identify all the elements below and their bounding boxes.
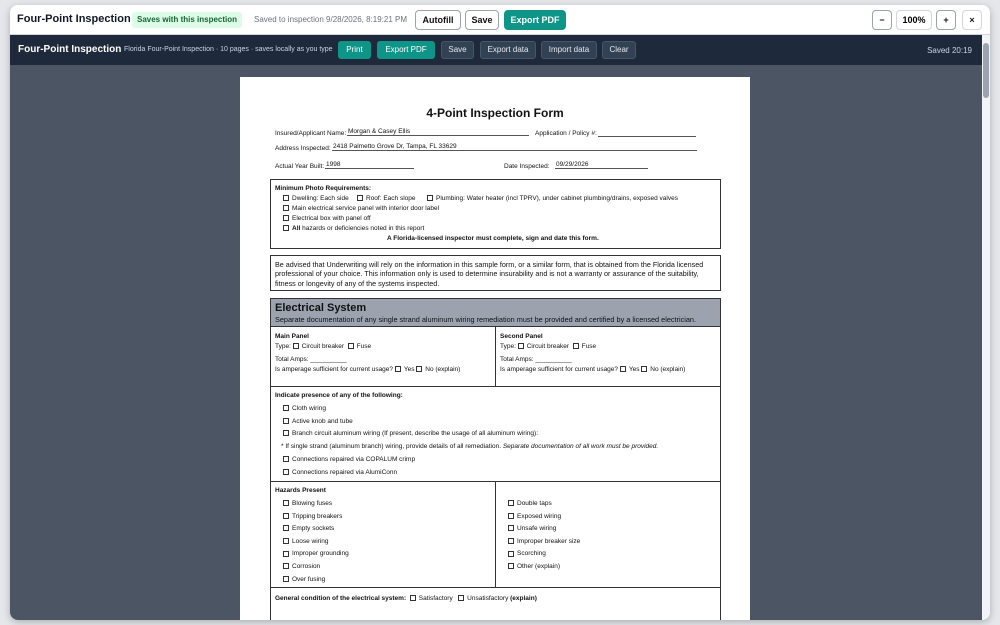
photo-heading: Minimum Photo Requirements: xyxy=(275,185,372,192)
general-label: General condition of the electrical system: xyxy=(275,595,407,602)
hazard-label: Tripping breakers xyxy=(292,512,343,520)
checkbox[interactable] xyxy=(508,551,514,557)
document-viewer[interactable] xyxy=(10,65,982,620)
sufficient-label: Is amperage sufficient for current usage? xyxy=(500,366,619,373)
yes-label: Yes xyxy=(628,366,640,373)
date-field[interactable]: 09/29/2026 xyxy=(555,161,648,169)
single-note-italic: Separate documentation of all work must be provided. xyxy=(502,443,659,450)
hazards-section xyxy=(271,482,720,588)
photo-dwelling-label: Dwelling: Each side xyxy=(292,195,349,202)
checkbox[interactable] xyxy=(508,538,514,544)
checkbox[interactable] xyxy=(427,195,433,201)
branch-aluminum[interactable] xyxy=(283,430,538,437)
saved-timestamp: Saved to inspection 9/28/2026, 8:19:21 PM xyxy=(254,15,407,24)
export-data-button[interactable]: Export data xyxy=(480,41,536,59)
app-header xyxy=(10,35,990,65)
checkbox[interactable] xyxy=(410,595,416,601)
panel-divider xyxy=(495,327,496,387)
main-total-amps[interactable]: Total Amps: __________ xyxy=(275,356,347,363)
electrical-section xyxy=(270,298,721,620)
checkbox[interactable] xyxy=(641,366,647,372)
hazard-label: Improper grounding xyxy=(292,550,349,558)
main-panel-heading: Main Panel xyxy=(275,333,309,340)
breaker-label: Circuit breaker xyxy=(526,343,569,350)
zoom-out-button[interactable]: − xyxy=(872,10,892,30)
presence-heading: Indicate presence of any of the following: xyxy=(275,392,403,399)
hazard-label: Over fusing xyxy=(292,575,326,583)
checkbox[interactable] xyxy=(283,551,289,557)
electrical-heading: Electrical System xyxy=(275,302,367,314)
photo-box[interactable] xyxy=(283,215,371,222)
hazard-item[interactable] xyxy=(283,563,320,570)
checkbox[interactable] xyxy=(508,513,514,519)
satisfactory-label: Satisfactory xyxy=(418,595,453,602)
alumiconn-label: Connections repaired via AlumiConn xyxy=(292,469,398,476)
photo-all-bold: All xyxy=(292,225,301,232)
photo-panel-label: Main electrical service panel with interior door label xyxy=(292,205,440,212)
alumiconn[interactable] xyxy=(283,469,397,476)
hazards-divider xyxy=(495,482,496,588)
checkbox[interactable] xyxy=(283,195,289,201)
hazard-label: Corrosion xyxy=(292,563,321,570)
panels-row xyxy=(271,327,720,387)
general-condition xyxy=(275,595,537,602)
knob-tube[interactable] xyxy=(283,418,353,425)
knob-label: Active knob and tube xyxy=(292,418,353,425)
app-title: Four-Point Inspection xyxy=(18,44,122,55)
import-data-button[interactable]: Import data xyxy=(541,41,597,59)
checkbox[interactable] xyxy=(283,525,289,531)
hazard-label: Loose wiring xyxy=(292,537,329,545)
advised-box: Be advised that Underwriting will rely on the information in this sample form, or a similar form, that is obtained from the Florida licensed professional of your choice. This information only is used to determine insurability and is not a warranty or assurance of the suitability, fitness or longevity of any of the systems inspected. xyxy=(270,255,721,291)
hazard-label: Blowing fuses xyxy=(292,500,333,507)
photo-roof-label: Roof: Each slope xyxy=(366,195,416,202)
hazard-item[interactable] xyxy=(508,563,560,570)
presence-section xyxy=(271,387,720,482)
fuse-label: Fuse xyxy=(356,343,372,350)
save-status-badge: Saves with this inspection xyxy=(132,12,242,28)
photo-panel[interactable] xyxy=(283,205,439,212)
checkbox[interactable] xyxy=(283,418,289,424)
checkbox[interactable] xyxy=(283,513,289,519)
checkbox[interactable] xyxy=(283,576,289,582)
zoom-level: 100% xyxy=(896,10,932,30)
photo-plumbing[interactable] xyxy=(427,195,678,202)
hazard-label: Exposed wiring xyxy=(517,512,562,520)
photo-all[interactable] xyxy=(283,225,424,232)
app-save-button[interactable]: Save xyxy=(441,41,474,59)
second-panel-type xyxy=(500,343,596,350)
checkbox[interactable] xyxy=(518,343,524,349)
checkbox[interactable] xyxy=(283,469,289,475)
cloth-wiring[interactable] xyxy=(283,405,326,412)
app-export-pdf-button[interactable]: Export PDF xyxy=(377,41,435,59)
checkbox[interactable] xyxy=(283,225,289,231)
checkbox[interactable] xyxy=(508,525,514,531)
address-field[interactable]: 2418 Palmetto Grove Dr, Tampa, FL 33629 xyxy=(332,143,697,151)
checkbox[interactable] xyxy=(620,366,626,372)
hazards-heading: Hazards Present xyxy=(275,487,326,494)
hazard-label: Other (explain) xyxy=(517,563,560,570)
scrollbar-thumb[interactable] xyxy=(983,43,989,98)
hazard-item[interactable] xyxy=(508,538,580,545)
checkbox[interactable] xyxy=(283,430,289,436)
form-page xyxy=(240,77,750,620)
zoom-in-button[interactable]: + xyxy=(936,10,956,30)
unsatisfactory-label: Unsatisfactory xyxy=(467,595,509,602)
breaker-label: Circuit breaker xyxy=(301,343,344,350)
sufficient-label: Is amperage sufficient for current usage? xyxy=(275,366,394,373)
checkbox[interactable] xyxy=(458,595,464,601)
single-note-text: * If single strand (aluminum branch) wiring, provide details of all remediation. xyxy=(281,443,502,450)
window-title: Four-Point Inspection xyxy=(17,13,131,25)
app-saved-status: Saved 20:19 xyxy=(927,46,972,55)
checkbox[interactable] xyxy=(416,366,422,372)
checkbox[interactable] xyxy=(395,366,401,372)
checkbox[interactable] xyxy=(357,195,363,201)
checkbox[interactable] xyxy=(283,500,289,506)
hazard-item[interactable] xyxy=(283,576,325,583)
second-total-amps[interactable]: Total Amps: __________ xyxy=(500,356,572,363)
year-field[interactable]: 1998 xyxy=(325,161,414,169)
no-label: No (explain) xyxy=(425,366,461,373)
checkbox[interactable] xyxy=(348,343,354,349)
app-subtitle: Florida Four-Point Inspection · 10 pages · saves locally as you type xyxy=(124,46,333,53)
fuse-label: Fuse xyxy=(581,343,597,350)
policy-label: Application / Policy #: xyxy=(535,130,597,137)
copalum[interactable] xyxy=(283,456,415,463)
yes-label: Yes xyxy=(403,366,415,373)
checkbox[interactable] xyxy=(293,343,299,349)
hazard-item[interactable] xyxy=(283,500,332,507)
checkbox[interactable] xyxy=(283,215,289,221)
hazard-item[interactable] xyxy=(508,525,556,532)
form-title: 4-Point Inspection Form xyxy=(426,106,564,120)
address-label: Address Inspected: xyxy=(275,145,331,152)
checkbox[interactable] xyxy=(508,563,514,569)
checkbox[interactable] xyxy=(283,538,289,544)
photo-requirements-box xyxy=(270,179,721,249)
scrollbar[interactable] xyxy=(982,35,990,620)
hazard-item[interactable] xyxy=(508,513,561,520)
photo-roof[interactable] xyxy=(357,195,416,202)
hazard-label: Unsafe wiring xyxy=(517,525,557,533)
hazard-item[interactable] xyxy=(283,513,342,520)
hazard-label: Scorching xyxy=(517,550,546,558)
copalum-label: Connections repaired via COPALUM crimp xyxy=(292,456,416,463)
electrical-header xyxy=(271,299,720,327)
second-sufficient xyxy=(500,366,685,373)
insured-label: Insured/Applicant Name: xyxy=(275,130,347,137)
photo-dwelling[interactable] xyxy=(283,195,349,202)
hazard-label: Double taps xyxy=(517,500,552,507)
save-button[interactable]: Save xyxy=(465,10,499,30)
type-label: Type: xyxy=(500,343,516,350)
checkbox[interactable] xyxy=(573,343,579,349)
checkbox[interactable] xyxy=(283,563,289,569)
checkbox[interactable] xyxy=(283,405,289,411)
main-panel-type xyxy=(275,343,371,350)
second-panel-heading: Second Panel xyxy=(500,333,543,340)
branch-label: Branch circuit aluminum wiring (If present, describe the usage of all aluminum wiring): xyxy=(292,430,539,437)
hazard-item[interactable] xyxy=(283,538,329,545)
print-button[interactable]: Print xyxy=(338,41,371,59)
hazard-label: Improper breaker size xyxy=(517,537,581,545)
hazard-label: Empty sockets xyxy=(292,525,335,533)
hazard-item[interactable] xyxy=(508,550,546,557)
insured-field[interactable]: Morgan & Casey Ellis xyxy=(347,128,529,136)
licensed-note: A Florida-licensed inspector must complete, sign and date this form. xyxy=(387,235,599,242)
hazard-item[interactable] xyxy=(283,550,349,557)
year-label: Actual Year Built: xyxy=(275,163,325,170)
policy-field[interactable] xyxy=(598,128,696,137)
single-strand-note xyxy=(281,443,658,450)
close-icon[interactable]: × xyxy=(962,10,982,30)
electrical-subheading: Separate documentation of any single strand aluminum wiring remediation must be provided and certified by a licensed electrician. xyxy=(275,315,697,324)
main-sufficient xyxy=(275,366,460,373)
export-pdf-button[interactable]: Export PDF xyxy=(504,10,566,30)
photo-all-label: hazards or deficiencies noted in this report xyxy=(302,225,425,232)
window-toolbar xyxy=(10,5,990,35)
explain-label: (explain) xyxy=(510,595,537,602)
checkbox[interactable] xyxy=(283,456,289,462)
app-window xyxy=(10,5,990,620)
photo-box-label: Electrical box with panel off xyxy=(292,215,371,222)
hazard-item[interactable] xyxy=(508,500,552,507)
date-label: Date Inspected: xyxy=(504,163,550,170)
photo-plumbing-label: Plumbing: Water heater (incl TPRV), under cabinet plumbing/drains, exposed valves xyxy=(436,195,678,202)
checkbox[interactable] xyxy=(283,205,289,211)
clear-button[interactable]: Clear xyxy=(602,41,636,59)
type-label: Type: xyxy=(275,343,291,350)
no-label: No (explain) xyxy=(650,366,686,373)
cloth-label: Cloth wiring xyxy=(292,405,326,412)
autofill-button[interactable]: Autofill xyxy=(415,10,461,30)
hazard-item[interactable] xyxy=(283,525,334,532)
checkbox[interactable] xyxy=(508,500,514,506)
